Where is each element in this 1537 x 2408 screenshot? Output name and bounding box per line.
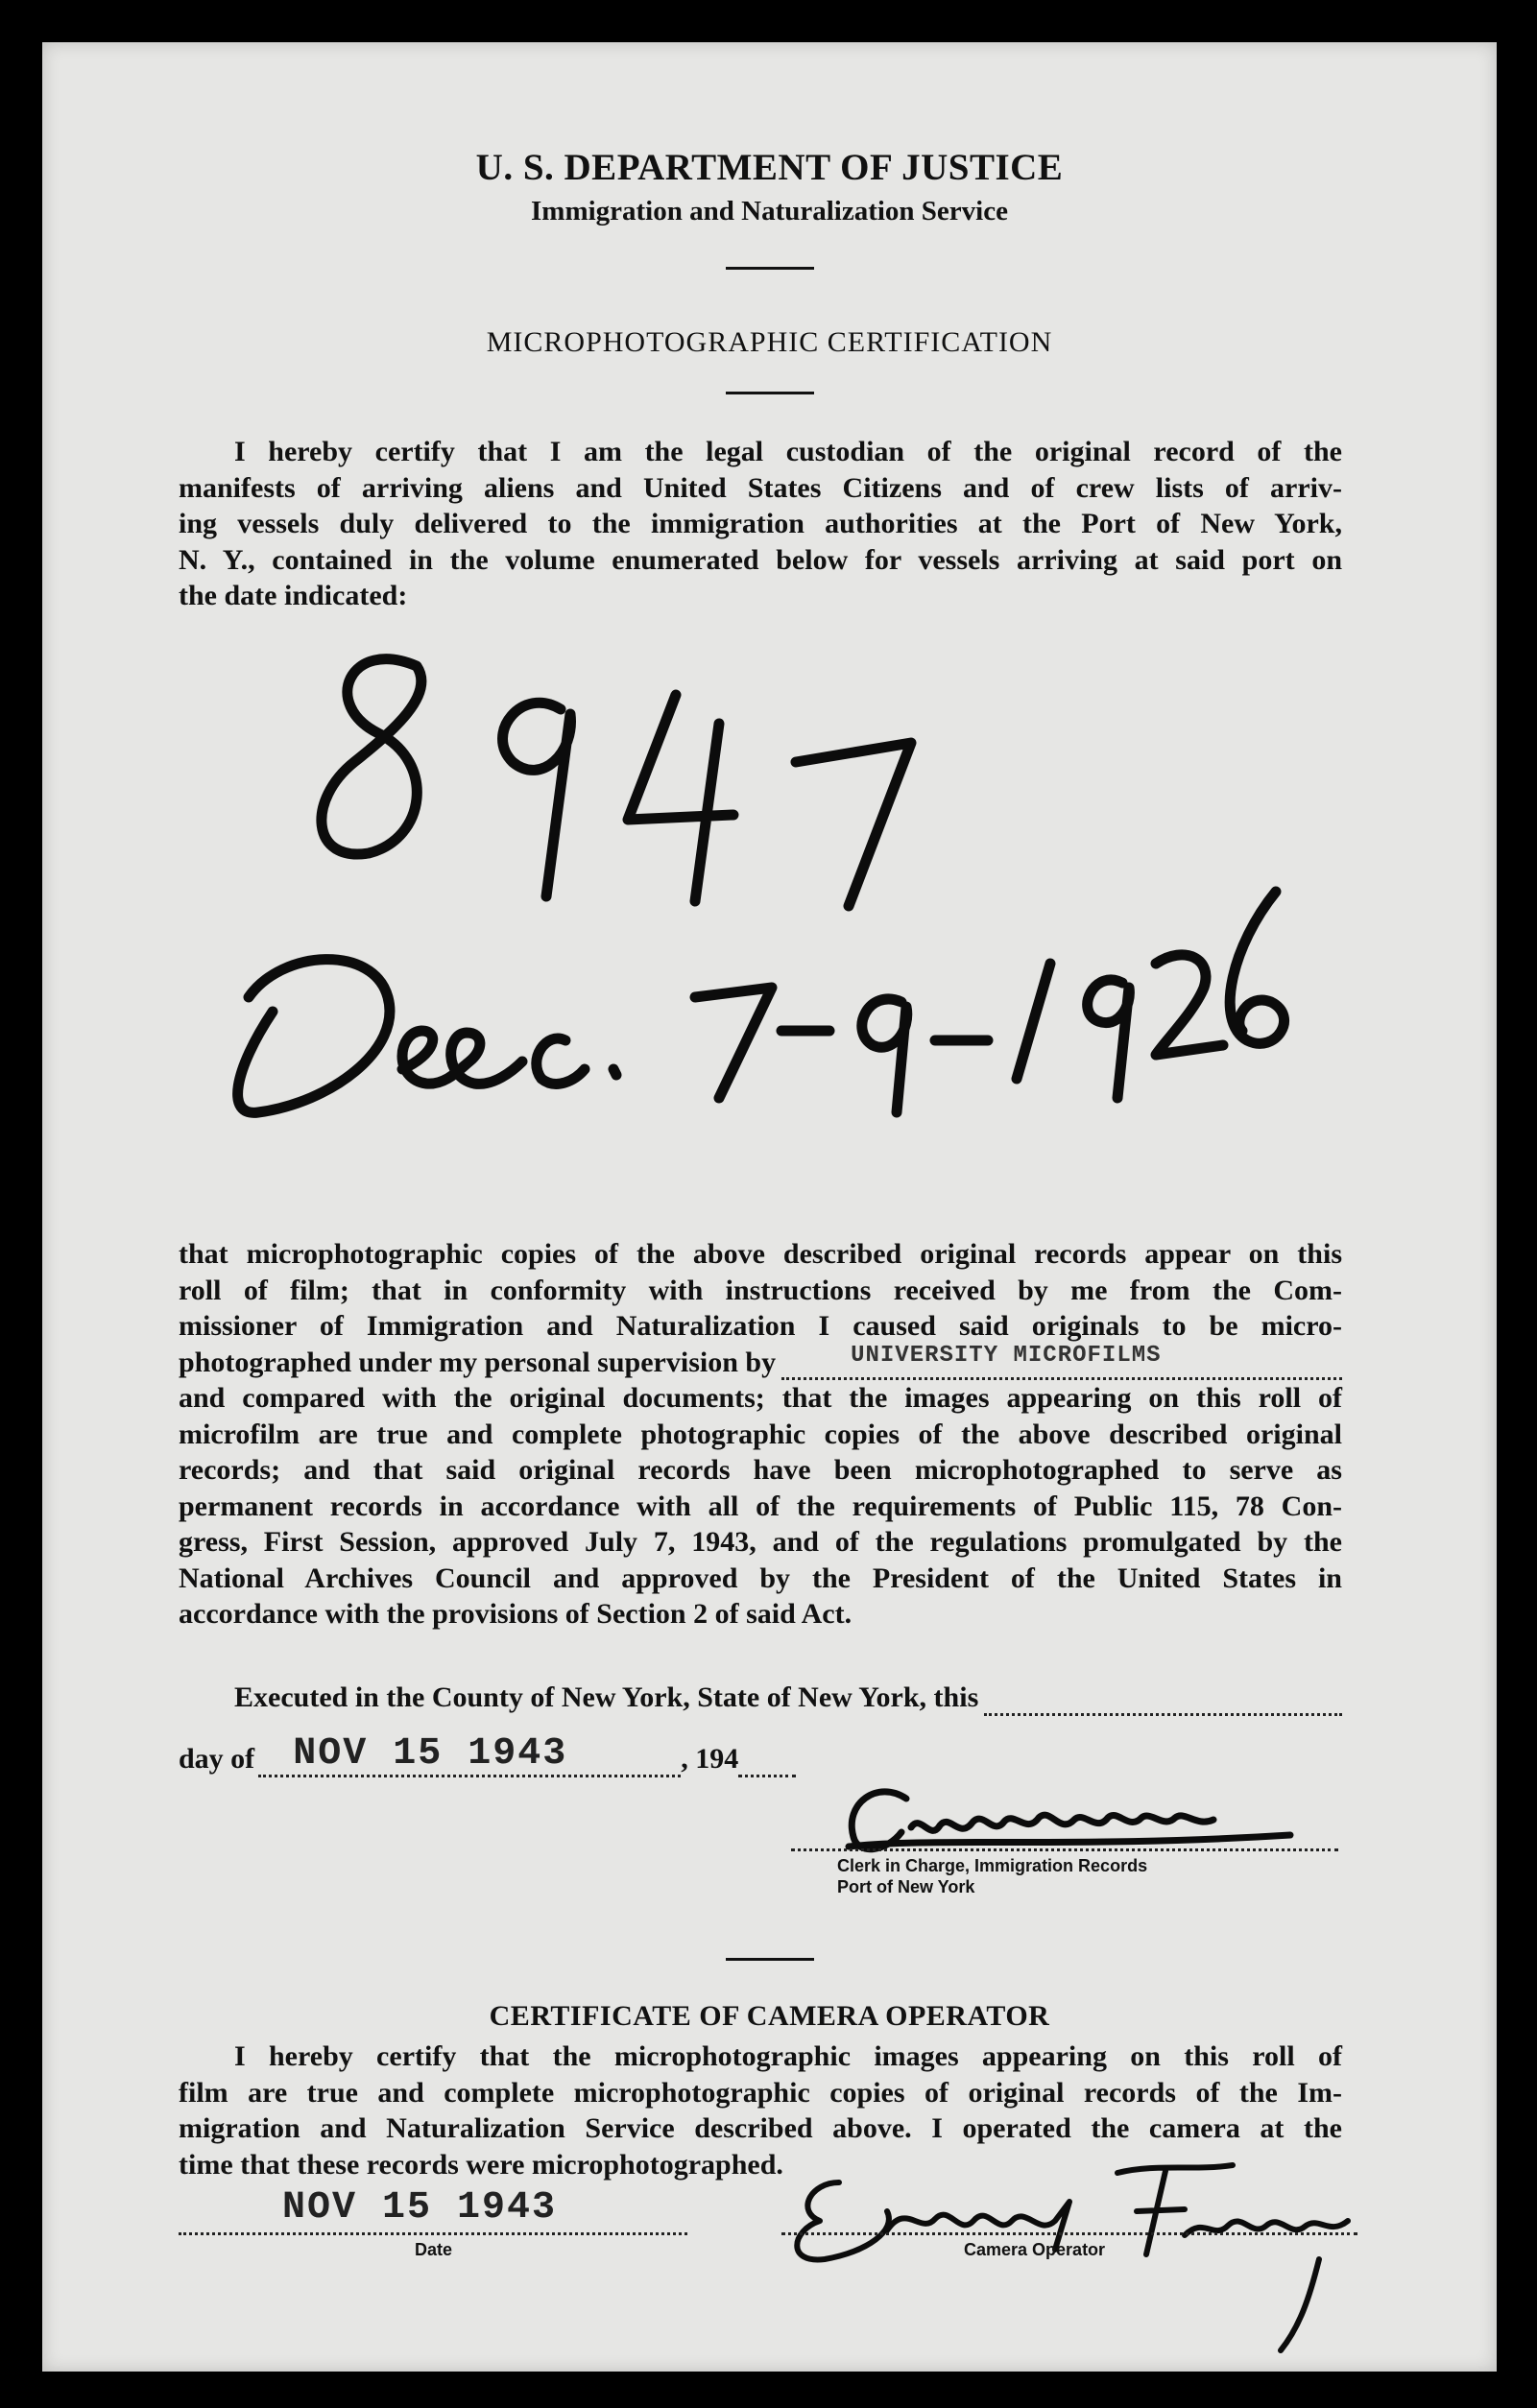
department-heading: U. S. DEPARTMENT OF JUSTICE: [475, 147, 1064, 188]
clerk-port: Port of New York: [837, 1877, 975, 1896]
intro-paragraph: [179, 434, 1342, 614]
camera-divider: [726, 1958, 814, 1961]
camera-line: migration and Naturalization Service described above. I operated the camera at the: [179, 2112, 1342, 2144]
year-prefix: , 194: [681, 1743, 739, 1775]
body-line: and compared with the original documents; that the images appearing on this roll of: [179, 1382, 1342, 1414]
body-line: permanent records in accordance with all of the requirements of Public 115, 78 Con-: [179, 1490, 1342, 1522]
day-of-line: [179, 1732, 851, 1777]
camera-certificate-title: CERTIFICATE OF CAMERA OPERATOR: [489, 2000, 1050, 2032]
camera-line: time that these records were microphotographed.: [179, 2148, 783, 2181]
body-line: microfilm are true and complete photographic copies of the above described original: [179, 1418, 1342, 1450]
intro-line: the date indicated:: [179, 580, 408, 611]
day-of-label: day of: [179, 1743, 255, 1775]
date-label: Date: [415, 2240, 453, 2259]
executed-date-stamp: NOV 15 1943: [293, 1732, 568, 1776]
body-line: National Archives Council and approved by the President of the United States in: [179, 1562, 1342, 1594]
operator-signature-line: [781, 2230, 1357, 2235]
supervisor-line: [179, 1342, 1342, 1381]
certificate-page: [42, 42, 1497, 2372]
handwriting-drawing: [196, 618, 1348, 1156]
body-line: that microphotographic copies of the above described original records appear on this: [179, 1238, 1342, 1270]
title-divider: [726, 392, 814, 394]
date-line: [179, 2230, 687, 2235]
camera-line: I hereby certify that the microphotographic images appearing on this roll of: [234, 2040, 1342, 2072]
body-line: roll of film; that in conformity with instructions received by me from the Com-: [179, 1274, 1342, 1306]
year-blank: [738, 1755, 796, 1777]
body-line: photographed under my personal supervision by: [179, 1346, 777, 1378]
intro-line: N. Y., contained in the volume enumerated below for vessels arriving at said port on: [179, 543, 1342, 576]
body-line: missioner of Immigration and Naturalization I caused said originals to be micro-: [179, 1310, 1342, 1342]
executed-text: Executed in the County of New York, State of New York, this: [234, 1681, 979, 1713]
body-line: gress, First Session, approved July 7, 1943, and of the regulations promulgated by the: [179, 1526, 1342, 1558]
executed-day-blank: [984, 1694, 1342, 1716]
service-subheading: Immigration and Naturalization Service: [531, 196, 1008, 226]
executed-line: [234, 1680, 1342, 1716]
clerk-signature-line: [791, 1847, 1338, 1851]
certification-title: MICROPHOTOGRAPHIC CERTIFICATION: [486, 326, 1053, 358]
header-divider: [726, 267, 814, 270]
body-line: records; and that said original records have been microphotographed to serve as: [179, 1454, 1342, 1486]
handwritten-volume-entry: [196, 618, 1348, 1156]
intro-line: ing vessels duly delivered to the immigration authorities at the Port of New York,: [179, 508, 1342, 539]
intro-line: manifests of arriving aliens and United States Citizens and of crew lists of arriv-: [179, 471, 1342, 504]
body-line: accordance with the provisions of Section 2 of said Act.: [179, 1598, 853, 1630]
day-of-blank: [258, 1732, 681, 1777]
supervisor-name: UNIVERSITY MICROFILMS: [851, 1342, 1162, 1369]
camera-operator-label: Camera Operator: [964, 2240, 1106, 2259]
clerk-title: Clerk in Charge, Immigration Records: [837, 1856, 1148, 1875]
certification-body: [179, 1236, 1342, 1633]
camera-date-stamp: NOV 15 1943: [282, 2186, 558, 2229]
camera-line: film are true and complete microphotographic copies of original records of the Im-: [179, 2076, 1342, 2109]
supervisor-blank: [781, 1342, 1342, 1380]
intro-line: I hereby certify that I am the legal custodian of the original record of the: [234, 436, 1342, 467]
